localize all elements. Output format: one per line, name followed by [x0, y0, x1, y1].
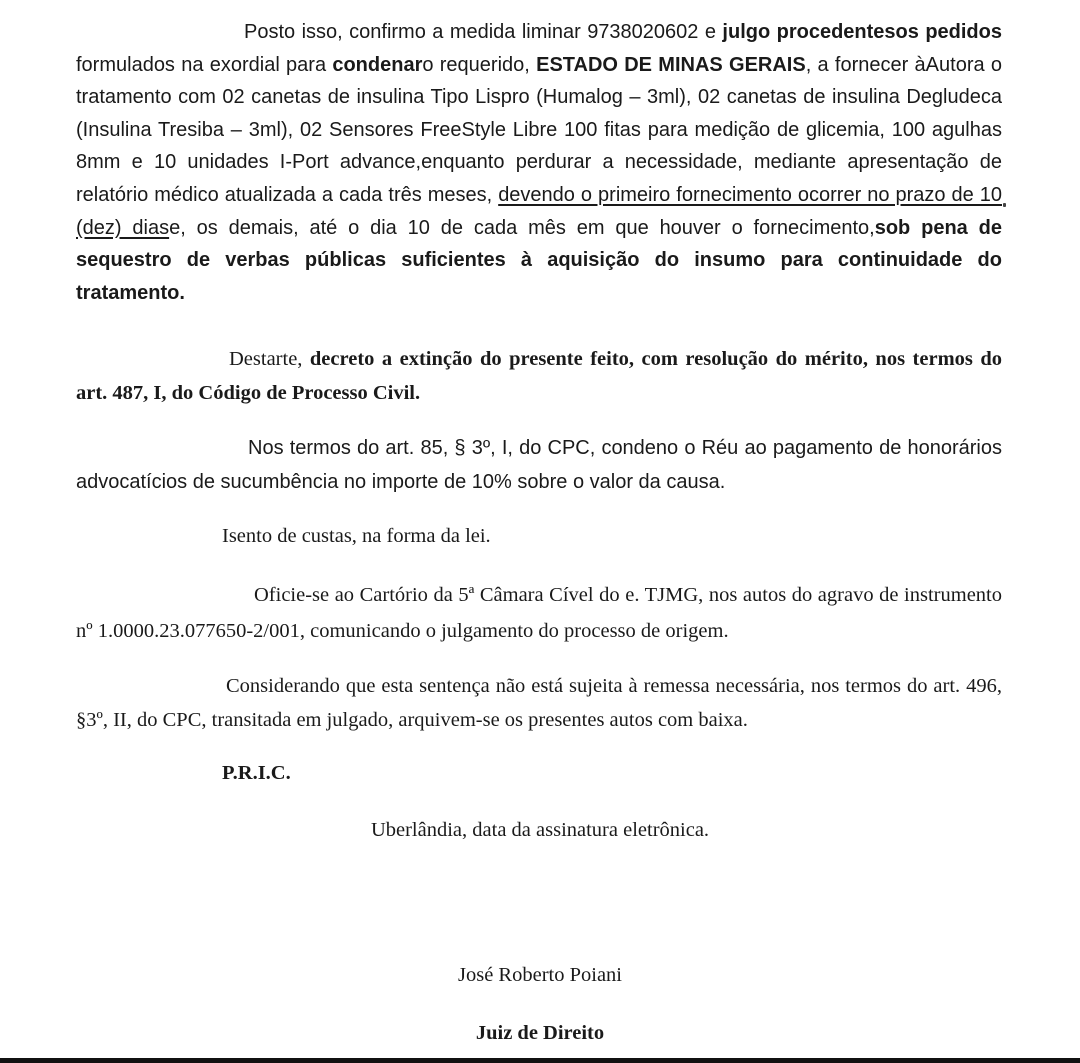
p1-underlined-deadline: devendo o primeiro fornecimento ocorrer no prazo de 10 (dez) dias	[76, 183, 1002, 239]
p1-bold-defendant: ESTADO DE MINAS GERAIS	[536, 53, 806, 76]
p1-text-g: , a fornecer àAutora o tratamento com 02 canetas de insulina Tipo Lispro (Humalog – 3ml), 02 canetas de insulina Degludeca (Insulina Tresiba – 3ml), 02 Sensores FreeStyle Libre 100 fitas para medição de glicemia, 100 agulhas 8mm e 10 unidades I-Port advance,enquanto perdurar a necessidade, mediante apresentação de relatório médico atualizada a cada três meses,	[76, 53, 1002, 206]
city-date-line: Uberlândia, data da assinatura eletrônica.	[370, 819, 710, 841]
paragraph-costs: Isento de custas, na forma da lei.	[222, 525, 491, 547]
paragraph-archive: Considerando que esta sentença não está sujeita à remessa necessária, nos termos do art. 496, §3º, II, do CPC, transitada em julgado, arquivem-se os presentes autos com baixa.	[76, 675, 1002, 731]
p2-text-a: Destarte,	[229, 348, 310, 370]
p1-text-e: o requerido,	[422, 53, 537, 76]
paragraph-notify: Oficie-se ao Cartório da 5ª Câmara Cível do e. TJMG, nos autos do agravo de instrumento nº 1.0000.23.077650-2/001, comunicando o julgamento do processo de origem.	[76, 584, 1002, 642]
scan-speck	[1003, 203, 1006, 207]
p1-bold-penalty: sob pena de sequestro de verbas públicas suficientes à aquisição do insumo para continuidade do tratamento.	[76, 216, 1002, 304]
p1-text-c: formulados na exordial para	[76, 53, 333, 76]
signer-role: Juiz de Direito	[475, 1022, 605, 1044]
p1-text-a: Posto isso, confirmo a medida liminar 9738020602 e	[244, 21, 723, 43]
p1-bold-condenar: condenar	[332, 53, 423, 76]
pric-line: P.R.I.C.	[222, 762, 291, 784]
p1-text-i: e, os demais, até o dia 10 de cada mês em que houver o fornecimento,	[169, 216, 875, 239]
paragraph-fees: Nos termos do art. 85, § 3º, I, do CPC, condeno o Réu ao pagamento de honorários advocatícios de sucumbência no importe de 10% sobre o valor da causa.	[76, 437, 1002, 493]
p2-bold-decree: decreto a extinção do presente feito, com resolução do mérito, nos termos do art. 487, I, do Código de Processo Civil.	[76, 348, 1002, 404]
paragraph-decision	[76, 16, 1002, 309]
bottom-edge-rule	[0, 1058, 1080, 1063]
p1-bold-judgment: julgo procedentesos pedidos	[722, 21, 1002, 43]
paragraph-extinction	[76, 342, 1002, 410]
signer-name: José Roberto Poiani	[458, 964, 622, 986]
